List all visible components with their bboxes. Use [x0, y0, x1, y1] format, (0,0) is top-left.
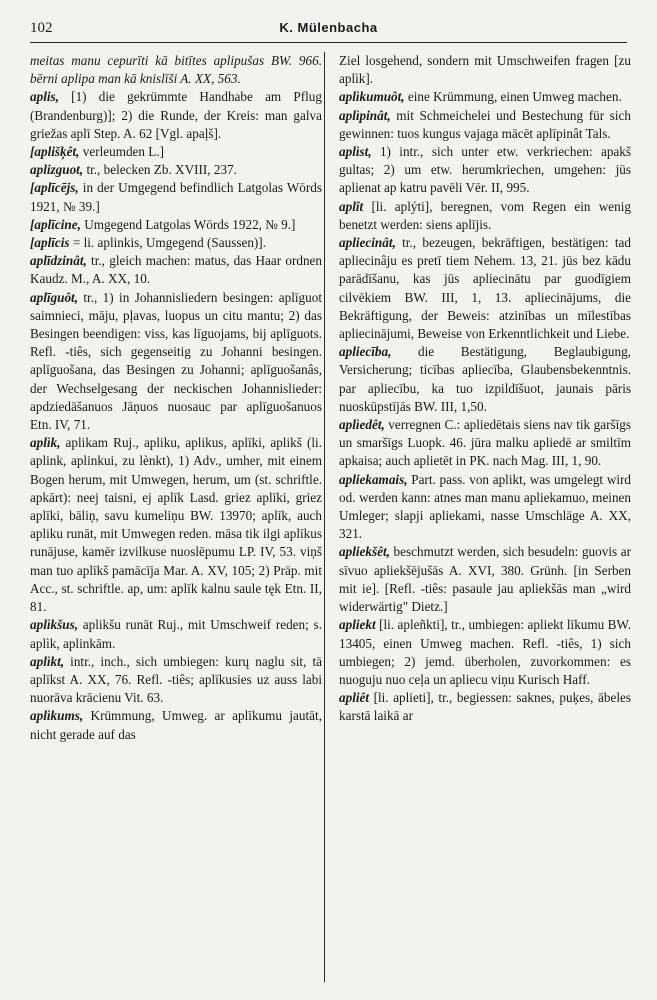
headword: apliekšêt,	[339, 544, 390, 560]
dictionary-entry: aplis, [1) die gekrümmte Handhabe am Pflug (Brandenburg)]; 2) die Runde, der Kreis: man galva griežas aplī Step. A. 62 [Vgl. apaļš].	[30, 89, 322, 141]
headword: apliêt	[339, 690, 370, 706]
dictionary-entry: aplìpinât, mit Schmeichelei und Bestechung für sich gewinnen: tuos kungus vajaga mācēt aplīpinât Tals.	[339, 107, 631, 141]
dictionary-entry: aplìedêt, verregnen C.: apliedētais siens nav tik garšīgs un smaršīgs Luopk. 46. jūra malku apliedē ar smiltīm apkaisa; auch aplietēt in PK. nach Mag. III, 1, 90.	[339, 417, 631, 469]
headword: aplìst,	[339, 144, 372, 160]
left-column	[30, 52, 322, 744]
headword: aplīguôt,	[30, 289, 78, 305]
right-column	[339, 52, 631, 726]
dictionary-entry: aplīguôt, tr., 1) in Johannisliedern besingen: aplīguot saimnieci, māju, pļavas, luopus un citu mantu; 2) das Besingen beendigen: viss, kas līguojams, bij aplīguots. Refl. -tiês, sich gegenseitig zu Johanni besingen. aplīguošana, das Besingen zu Johanni; aplīguošanâs, der Wechselgesang der neckischen Johannislieder: apdziedāšanuos Jāņuos nuosauc par aplīguošanuos Etn. IV, 71.	[30, 289, 322, 433]
dictionary-entry: aplìkumuôt, eine Krümmung, einen Umweg machen.	[339, 89, 622, 105]
headword: aplīdzinât,	[30, 253, 87, 269]
dictionary-entry: aplìst, 1) intr., sich unter etw. verkriechen: apakš gultas; 2) um etw. herumkriechen, umgehen: jūs aplienat ap katru pavēli Vēr. II, 995.	[339, 144, 631, 196]
headword: aplìkšus,	[30, 617, 79, 633]
headword: aplìk,	[30, 435, 61, 451]
headword: aplìedêt,	[339, 417, 385, 433]
dictionary-entry: aplìkšus, aplikšu runāt Ruj., mit Umschweif reden; s. aplìk, aplinkām.	[30, 617, 322, 651]
dictionary-entry: [aplīcējs, in der Umgegend befindlich Latgolas Wōrds 1921, № 39.]	[30, 180, 322, 214]
headword: aplìkums,	[30, 708, 84, 724]
running-head: K. Mülenbacha	[279, 20, 378, 35]
headword: [aplīcine,	[30, 216, 81, 232]
dictionary-entry: apliekšêt, beschmutzt werden, sich besudeln: guovis ar sīvuo apliekšējušās A. XVI, 380. Grünh. [in Serben mit ie]. [Refl. -tiês: pasaule jau apliekšās man „wird widerwärtig" Dietz.]	[339, 544, 631, 615]
dictionary-entry: aplìkt, intr., inch., sich umbiegen: kurų naglu sit, tā aplīkst A. XX, 76. Refl. -tiês; aplīkusies uz auss labi nuorāva krācienu Vit. 63.	[30, 653, 322, 706]
dictionary-entry: apliecinât, tr., bezeugen, bekräftigen, bestätigen: tad apliecinâju es pretī tiem Nehem. 13, 21. jūs bez kādu parādīšanu, kas jūs apliecinātu par guodīgiem cilvēkiem BW. III, 1, 13. apliecinājums, die Bekräftigung, der Beweis: atzinības un mīlestības apliecinājumi, Beweise von Erkenntlichkeit und Liebe.	[339, 235, 631, 342]
page-number: 102	[30, 20, 53, 36]
dictionary-entry: aplìk, aplikam Ruj., apliku, aplikus, aplīki, aplikš (li. aplink, aplinkui, zu lènkt), 1) Adv., umher, mit einem Bogen herum, mit Umwegen, herum, um (st. schriftle. apkārt): neej taisni, ej aplīk Lasd. griez aplīki, griez aplīki, bāliņ, savu kumeliņu BW. 13970; aplīk, auch apliku runāt, mit Umwegen reden. māsa tik ilgi aplīkus runājuse, kamēr izvilkuse nuoslēpumu LP. IV, 53. viņš man tuo aplīkš pamācīja Mar. A. XV, 105; 2) Präp. mit Acc., st. schriftle. ap, um: aplīk kalnu saule tęk Etn. II, 81.	[30, 435, 322, 615]
dictionary-entry: [aplīcine, Umgegend Latgolas Wōrds 1922, № 9.]	[30, 216, 296, 232]
headword: [aplīcis	[30, 235, 70, 251]
headword: aplìkt,	[30, 653, 65, 669]
dictionary-entry: apliêt [li. aplieti], tr., begiessen: saknes, puķes, ābeles karstā laikā ar	[339, 690, 631, 724]
headword: aplît	[339, 198, 364, 214]
dictionary-entry: aplît [li. aplýti], beregnen, vom Regen ein wenig benetzt werden: siens aplījis.	[339, 198, 631, 232]
dictionary-entry: aplizguot, tr., belecken Zb. XVIII, 237.	[30, 162, 237, 178]
headword: aplizguot,	[30, 162, 84, 178]
headword: apliekt	[339, 617, 376, 633]
page-header	[30, 20, 627, 43]
dictionary-entry: apliekamais, Part. pass. von aplikt, was umgelegt wird od. werden kann: atnes man manu apliekamuo, meinen Umleger; slapji apliekami, nasse Umschläge A. XX, 321.	[339, 471, 631, 542]
headword: apliecinât,	[339, 235, 396, 251]
dictionary-entry: apliekt [li. apleñkti], tr., umbiegen: apliekt līkumu BW. 13405, einen Umweg machen. Refl. -tiês, 1) sich umbiegen; 2) jemd. überholen, zuvorkommen: es nuoguju nuo ceļa un apliecu viņu Kurisch Haff.	[339, 617, 631, 687]
dictionary-entry: Ziel losgehend, sondern mit Umschweifen fragen [zu aplìk].	[339, 53, 631, 87]
headword: aplìkumuôt,	[339, 89, 405, 105]
dictionary-entry: [aplīcis = li. aplinkis, Umgegend (Saussen)].	[30, 235, 266, 251]
dictionary-entry: [aplišķêt, verleumden L.]	[30, 144, 165, 160]
headword: apliekamais,	[339, 471, 408, 487]
dictionary-entry: meitas manu cepurīti kā bitītes aplipušas BW. 966. bērni aplipa man kā knislīši A. XX, 563.	[30, 53, 322, 87]
headword: [aplišķêt,	[30, 144, 80, 160]
dictionary-entry: aplīdzinât, tr., gleich machen: matus, das Haar ordnen Kaudz. M., A. XX, 10.	[30, 253, 322, 287]
headword: apliecība,	[339, 344, 392, 360]
headword: aplis,	[30, 89, 59, 105]
column-divider	[324, 52, 325, 982]
headword: aplìpinât,	[339, 107, 391, 123]
dictionary-entry: apliecība, die Bestätigung, Beglaubigung, Versicherung; ticības apliecība, Glaubensbekenntnis. par apliecību, ka tuo izpildīšuot, jaunais pāris nuoskūpstījās BW. III, 1,50.	[339, 344, 631, 414]
dictionary-entry: aplìkums, Krümmung, Umweg. ar aplīkumu jautāt, nicht gerade auf das	[30, 708, 322, 742]
headword: [aplīcējs,	[30, 180, 79, 196]
